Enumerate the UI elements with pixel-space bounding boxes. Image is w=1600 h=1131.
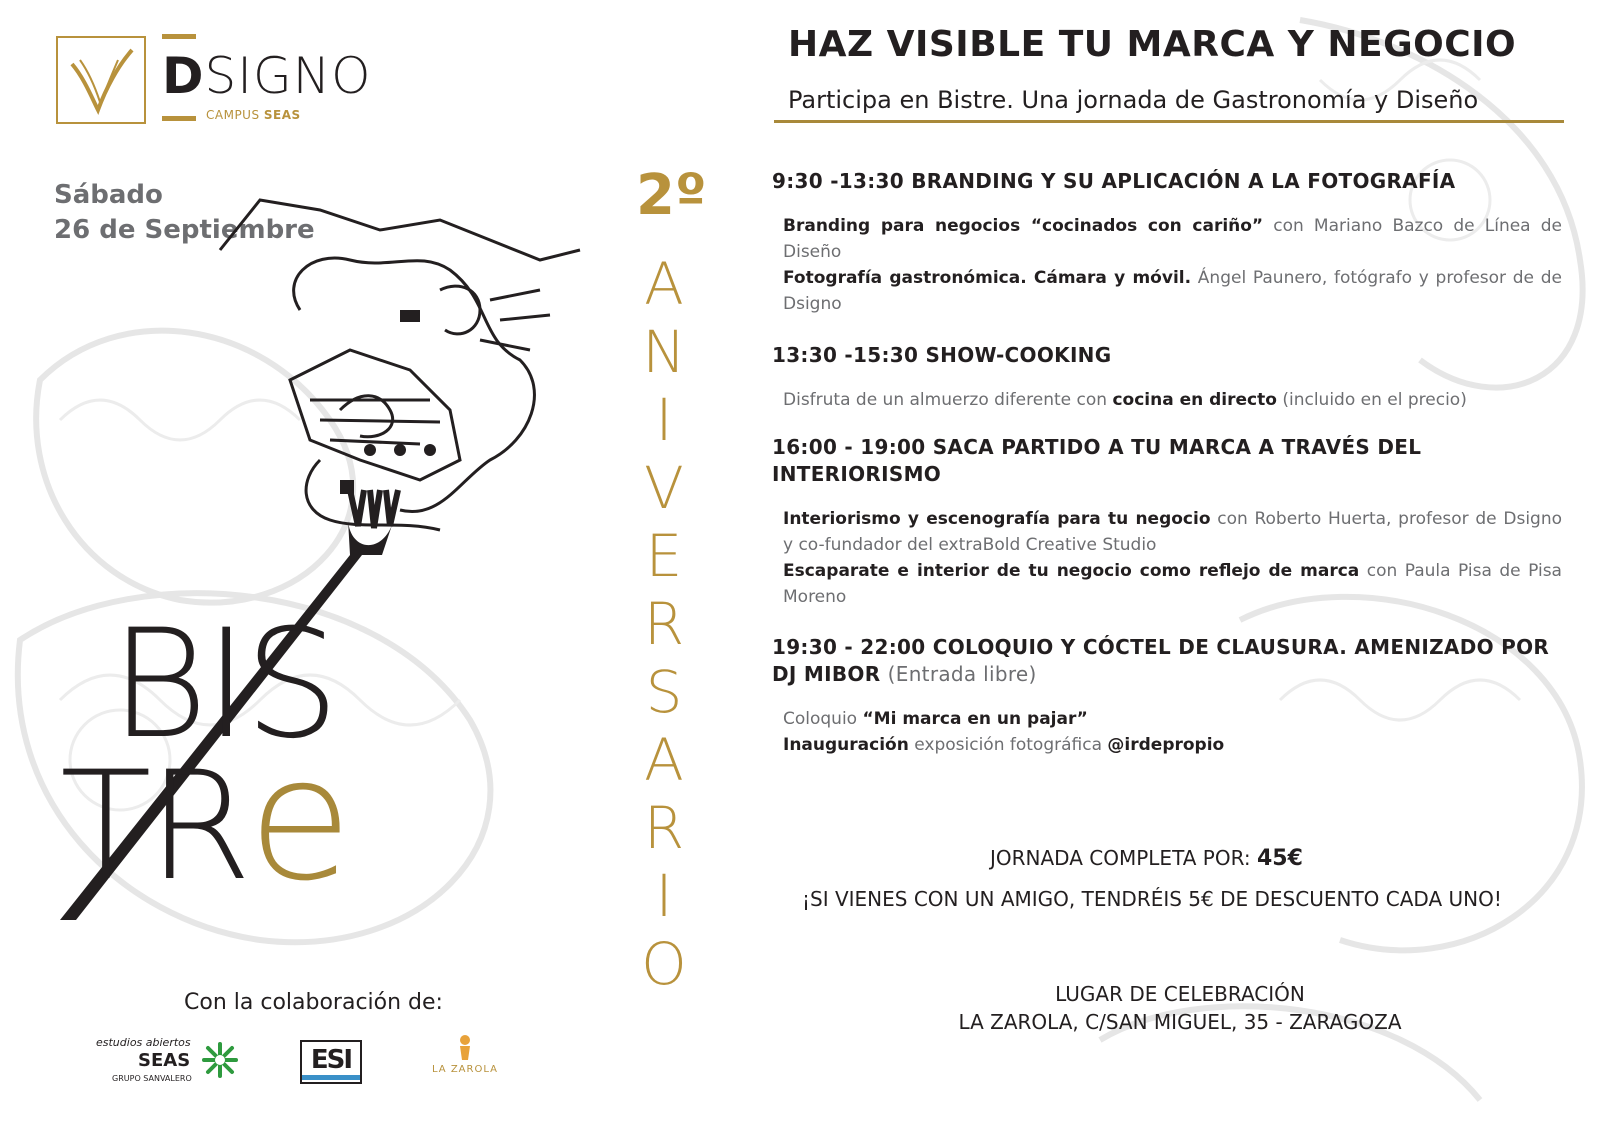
headline-divider xyxy=(774,120,1564,123)
session-item: Inauguración exposición fotográfica @irdepropio xyxy=(783,735,1225,755)
anniversary-letter: S xyxy=(645,658,683,726)
anniversary-letter: N xyxy=(642,318,686,386)
anniversary-letter: I xyxy=(655,862,673,930)
bistre-tr: TR xyxy=(60,740,248,914)
session-item: Escaparate e interior de tu negocio como reflejo de marca con Paula Pisa de Pisa Moreno xyxy=(783,561,1562,607)
event-date-day: Sábado xyxy=(54,180,163,210)
session-body xyxy=(772,213,1562,317)
price-full-day xyxy=(990,846,1303,871)
seas-group: GRUPO SANVALERO xyxy=(112,1074,192,1083)
session-item: Disfruta de un almuerzo diferente con cocina en directo (incluido en el precio) xyxy=(783,390,1467,410)
price-amount: 45€ xyxy=(1256,846,1303,871)
leaf-check-icon xyxy=(58,38,144,122)
session-item: Fotografía gastronómica. Cámara y móvil. Ángel Paunero, fotógrafo y profesor de de Dsigno xyxy=(783,268,1562,314)
session-item: Branding para negocios “cocinados con cariño” con Mariano Bazco de Línea de Diseño xyxy=(783,216,1562,262)
anniversary-letter: O xyxy=(641,930,687,998)
session-coloquio xyxy=(772,634,1562,758)
esi-stripe xyxy=(302,1075,360,1080)
anniversary-vertical-word xyxy=(636,250,692,998)
anniversary-letter: R xyxy=(643,794,685,862)
anniversary-letter: A xyxy=(644,250,684,318)
logo-emblem xyxy=(56,36,146,124)
anniversary-letter: A xyxy=(644,726,684,794)
collaboration-title: Con la colaboración de: xyxy=(184,990,443,1015)
session-title: 9:30 -13:30 BRANDING Y SU APLICACIÓN A LA FOTOGRAFÍA xyxy=(772,169,1456,193)
logo-wordmark: DSIGNO xyxy=(162,47,372,105)
headline: HAZ VISIBLE TU MARCA Y NEGOCIO xyxy=(788,24,1517,65)
session-body xyxy=(772,706,1562,758)
session-item: Interiorismo y escenografía para tu negocio con Roberto Huerta, profesor de Dsigno y co-fundador del extraBold Creative Studio xyxy=(783,509,1563,555)
zarola-bottle-icon xyxy=(456,1034,474,1060)
sponsor-esi-logo xyxy=(300,1040,362,1084)
bistre-word-top: BIS xyxy=(110,598,336,772)
sponsor-seas-logo xyxy=(96,1034,246,1084)
event-date-full: 26 de Septiembre xyxy=(54,215,315,245)
venue-address: LA ZAROLA, C/SAN MIGUEL, 35 - ZARAGOZA xyxy=(958,1010,1402,1034)
subheadline: Participa en Bistre. Una jornada de Gastronomía y Diseño xyxy=(788,86,1479,114)
logo-bar-bottom xyxy=(162,116,196,121)
anniversary-letter: I xyxy=(655,386,673,454)
session-body xyxy=(772,506,1562,610)
venue-info xyxy=(930,980,1430,1036)
anniversary-letter: E xyxy=(645,522,683,590)
anniversary-number: 2º xyxy=(636,163,707,228)
venue-label: LUGAR DE CELEBRACIÓN xyxy=(1055,982,1305,1006)
anniversary-letter: R xyxy=(643,590,685,658)
logo-bar-top xyxy=(162,34,196,39)
session-item: Coloquio “Mi marca en un pajar” xyxy=(783,709,1088,729)
session-body xyxy=(772,387,1562,413)
session-branding xyxy=(772,168,1562,317)
dsigno-logo xyxy=(56,34,416,130)
session-show-cooking xyxy=(772,342,1562,413)
price-promo: ¡SI VIENES CON UN AMIGO, TENDRÉIS 5€ DE DESCUENTO CADA UNO! xyxy=(802,887,1502,911)
logo-campus-seas: CAMPUS SEAS xyxy=(206,108,301,122)
sponsor-la-zarola-logo xyxy=(420,1034,510,1094)
anniversary-letter: V xyxy=(644,454,684,522)
zarola-name: LA ZAROLA xyxy=(432,1064,498,1075)
session-title: 13:30 -15:30 SHOW-COOKING xyxy=(772,343,1112,367)
session-interiorismo xyxy=(772,434,1562,610)
session-title: 16:00 - 19:00 SACA PARTIDO A TU MARCA A TRAVÉS DEL INTERIORISMO xyxy=(772,435,1422,486)
seas-tagline: estudios abiertos xyxy=(96,1036,191,1049)
bistre-word-bottom xyxy=(60,721,349,919)
seas-name: SEAS xyxy=(138,1050,191,1071)
esi-name: ESI xyxy=(310,1045,352,1075)
session-title: 19:30 - 22:00 COLOQUIO Y CÓCTEL DE CLAUSURA. AMENIZADO POR DJ MIBOR (Entrada libre) xyxy=(772,635,1550,686)
bistre-e: e xyxy=(247,721,349,919)
price-label: JORNADA COMPLETA POR: xyxy=(990,846,1257,870)
session-title-note: (Entrada libre) xyxy=(887,662,1037,686)
seas-star-icon xyxy=(200,1040,240,1080)
